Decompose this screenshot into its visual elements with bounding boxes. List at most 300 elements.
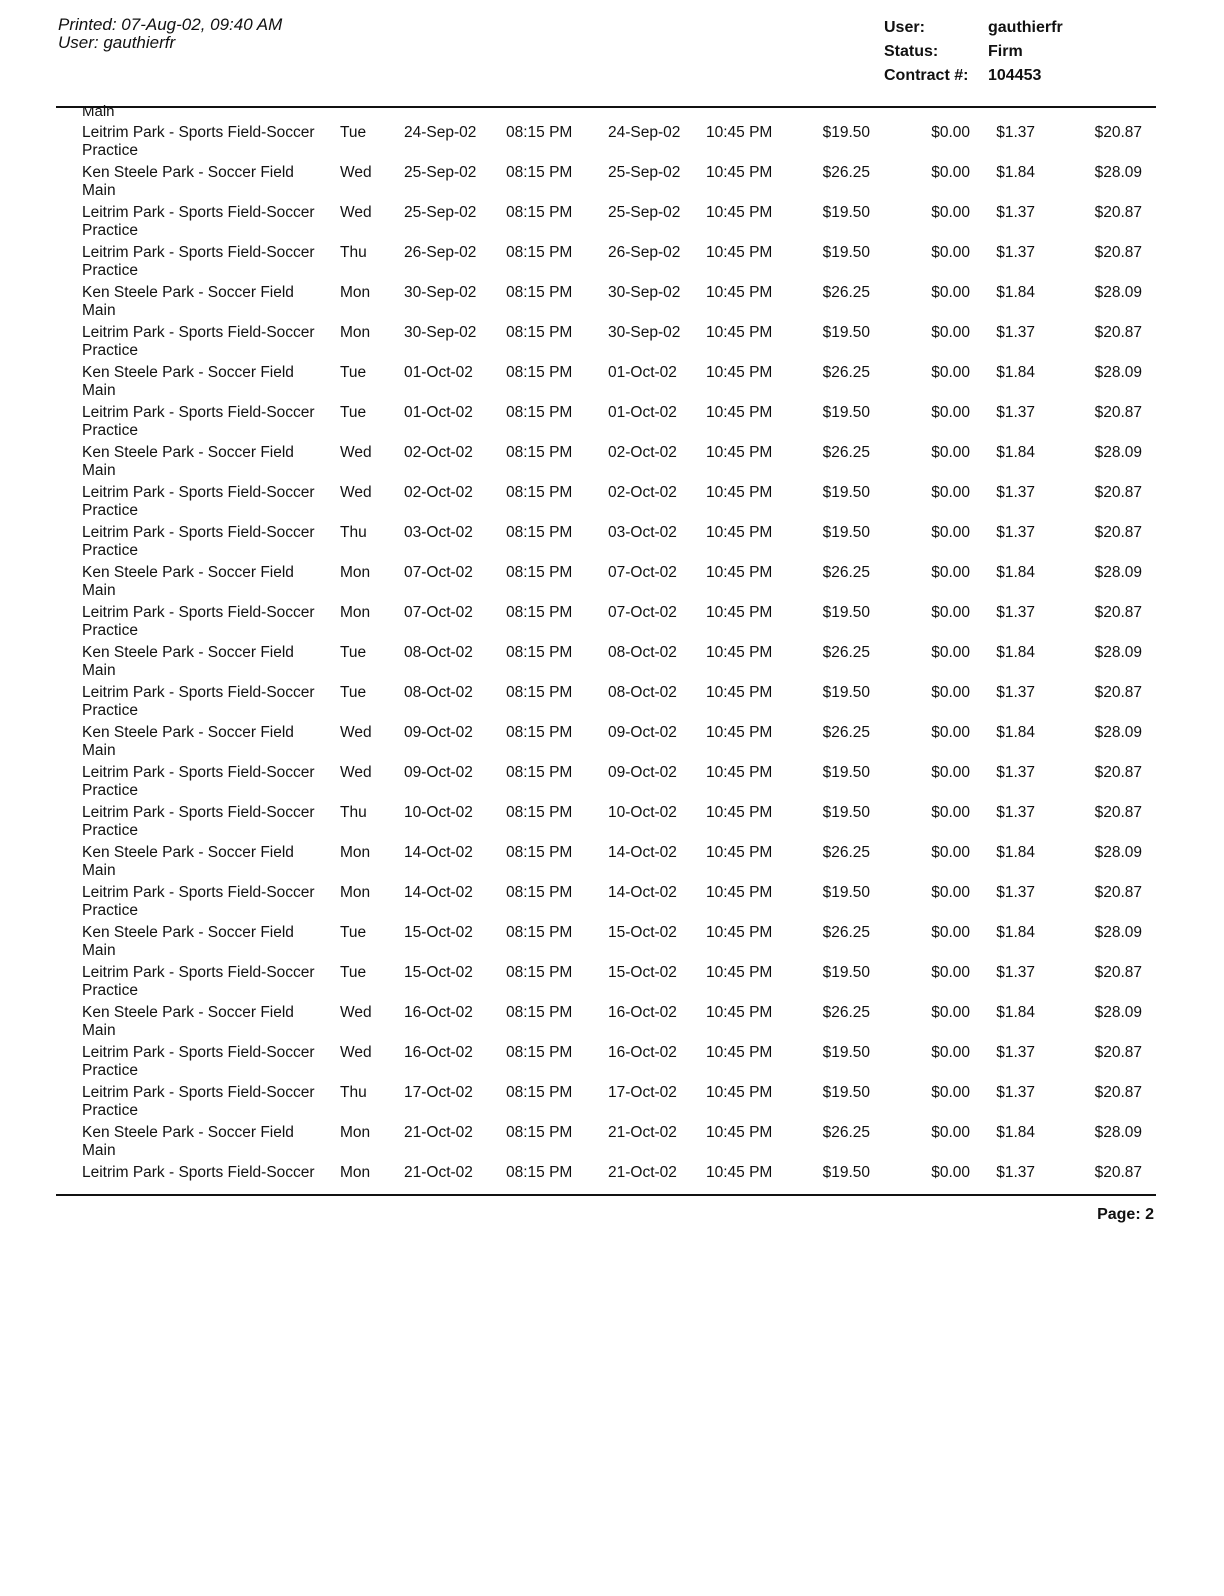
end-time-cell: 10:45 PM [706, 1164, 773, 1181]
table-row [0, 124, 1224, 164]
table-row [0, 1124, 1224, 1164]
tax-cell: $1.37 [996, 324, 1035, 341]
facility-cell: Leitrim Park - Sports Field-Soccer Practice [82, 764, 315, 799]
start-time-cell: 08:15 PM [506, 484, 573, 501]
tax-cell: $1.37 [996, 604, 1035, 621]
tax-cell: $1.37 [996, 1044, 1035, 1061]
start-time-cell: 08:15 PM [506, 1044, 573, 1061]
discount-cell: $0.00 [931, 404, 970, 421]
end-date-cell: 17-Oct-02 [608, 1084, 677, 1101]
tax-cell: $1.37 [996, 524, 1035, 541]
table-row [0, 684, 1224, 724]
end-time-cell: 10:45 PM [706, 1004, 773, 1021]
amount-cell: $19.50 [822, 964, 870, 981]
total-cell: $20.87 [1094, 484, 1142, 501]
discount-cell: $0.00 [931, 204, 970, 221]
discount-cell: $0.00 [931, 724, 970, 741]
discount-cell: $0.00 [931, 964, 970, 981]
amount-cell: $26.25 [822, 164, 870, 181]
total-cell: $28.09 [1094, 724, 1142, 741]
tax-cell: $1.37 [996, 484, 1035, 501]
start-date-cell: 16-Oct-02 [404, 1044, 473, 1061]
start-time-cell: 08:15 PM [506, 324, 573, 341]
contract-label: Contract #: [884, 67, 969, 84]
start-time-cell: 08:15 PM [506, 764, 573, 781]
tax-cell: $1.84 [996, 924, 1035, 941]
end-time-cell: 10:45 PM [706, 404, 773, 421]
printed-user: User: gauthierfr [58, 33, 176, 52]
day-cell: Thu [340, 524, 367, 541]
start-time-cell: 08:15 PM [506, 844, 573, 861]
facility-cell: Leitrim Park - Sports Field-Soccer Practice [82, 404, 315, 439]
tax-cell: $1.37 [996, 404, 1035, 421]
discount-cell: $0.00 [931, 484, 970, 501]
facility-cell: Ken Steele Park - Soccer Field Main [82, 564, 294, 599]
facility-cell: Leitrim Park - Sports Field-Soccer Practice [82, 524, 315, 559]
discount-cell: $0.00 [931, 364, 970, 381]
total-cell: $20.87 [1094, 244, 1142, 261]
table-row [0, 564, 1224, 604]
facility-cell: Ken Steele Park - Soccer Field Main [82, 1124, 294, 1159]
amount-cell: $19.50 [822, 324, 870, 341]
amount-cell: $26.25 [822, 644, 870, 661]
table-row [0, 284, 1224, 324]
total-cell: $28.09 [1094, 164, 1142, 181]
start-time-cell: 08:15 PM [506, 964, 573, 981]
total-cell: $28.09 [1094, 284, 1142, 301]
table-row [0, 844, 1224, 884]
discount-cell: $0.00 [931, 324, 970, 341]
tax-cell: $1.37 [996, 964, 1035, 981]
facility-cell: Leitrim Park - Sports Field-Soccer Practice [82, 244, 315, 279]
facility-cell: Ken Steele Park - Soccer Field Main [82, 644, 294, 679]
tax-cell: $1.84 [996, 644, 1035, 661]
end-date-cell: 14-Oct-02 [608, 884, 677, 901]
table-row [0, 524, 1224, 564]
amount-cell: $26.25 [822, 284, 870, 301]
end-date-cell: 02-Oct-02 [608, 484, 677, 501]
table-row [0, 764, 1224, 804]
contract-row [884, 64, 1063, 88]
end-date-cell: 30-Sep-02 [608, 284, 681, 301]
amount-cell: $19.50 [822, 764, 870, 781]
facility-cell: Ken Steele Park - Soccer Field Main [82, 364, 294, 399]
table-row [0, 884, 1224, 924]
start-time-cell: 08:15 PM [506, 364, 573, 381]
start-date-cell: 02-Oct-02 [404, 484, 473, 501]
tax-cell: $1.84 [996, 284, 1035, 301]
end-time-cell: 10:45 PM [706, 1044, 773, 1061]
discount-cell: $0.00 [931, 1164, 970, 1181]
amount-cell: $26.25 [822, 564, 870, 581]
table-row [0, 404, 1224, 444]
facility-cell: Ken Steele Park - Soccer Field Main [82, 444, 294, 479]
facility-cell: Leitrim Park - Sports Field-Soccer Practice [82, 964, 315, 999]
start-time-cell: 08:15 PM [506, 1004, 573, 1021]
discount-cell: $0.00 [931, 884, 970, 901]
facility-cell: Leitrim Park - Sports Field-Soccer [82, 1164, 315, 1181]
amount-cell: $19.50 [822, 684, 870, 701]
start-time-cell: 08:15 PM [506, 884, 573, 901]
start-time-cell: 08:15 PM [506, 164, 573, 181]
facility-cell: Leitrim Park - Sports Field-Soccer Practice [82, 484, 315, 519]
total-cell: $20.87 [1094, 804, 1142, 821]
end-date-cell: 15-Oct-02 [608, 924, 677, 941]
start-date-cell: 15-Oct-02 [404, 924, 473, 941]
start-date-cell: 16-Oct-02 [404, 1004, 473, 1021]
day-cell: Mon [340, 324, 371, 341]
day-cell: Wed [340, 764, 372, 781]
user-value: gauthierfr [988, 19, 1063, 36]
total-cell: $20.87 [1094, 324, 1142, 341]
end-date-cell: 25-Sep-02 [608, 164, 681, 181]
end-time-cell: 10:45 PM [706, 684, 773, 701]
table-row [0, 244, 1224, 284]
amount-cell: $26.25 [822, 924, 870, 941]
start-date-cell: 07-Oct-02 [404, 564, 473, 581]
end-date-cell: 07-Oct-02 [608, 564, 677, 581]
tax-cell: $1.37 [996, 244, 1035, 261]
contract-info [884, 16, 1063, 88]
end-time-cell: 10:45 PM [706, 804, 773, 821]
table-row [0, 1004, 1224, 1044]
discount-cell: $0.00 [931, 924, 970, 941]
end-time-cell: 10:45 PM [706, 764, 773, 781]
discount-cell: $0.00 [931, 284, 970, 301]
start-date-cell: 14-Oct-02 [404, 844, 473, 861]
total-cell: $20.87 [1094, 604, 1142, 621]
printed-timestamp: Printed: 07-Aug-02, 09:40 AM [58, 15, 283, 34]
top-rule [56, 106, 1156, 108]
day-cell: Tue [340, 924, 367, 941]
table-row [0, 324, 1224, 364]
facility-cell: Leitrim Park - Sports Field-Soccer Practice [82, 1084, 315, 1119]
discount-cell: $0.00 [931, 844, 970, 861]
table-row [0, 724, 1224, 764]
tax-cell: $1.37 [996, 764, 1035, 781]
status-row [884, 40, 1063, 64]
end-time-cell: 10:45 PM [706, 644, 773, 661]
table-row [0, 1084, 1224, 1124]
end-time-cell: 10:45 PM [706, 244, 773, 261]
table-row [0, 1044, 1224, 1084]
day-cell: Wed [340, 724, 372, 741]
discount-cell: $0.00 [931, 564, 970, 581]
amount-cell: $26.25 [822, 1004, 870, 1021]
day-cell: Mon [340, 884, 371, 901]
day-cell: Tue [340, 404, 367, 421]
facility-cell: Leitrim Park - Sports Field-Soccer Practice [82, 124, 315, 159]
end-date-cell: 01-Oct-02 [608, 404, 677, 421]
status-label: Status: [884, 43, 939, 60]
tax-cell: $1.84 [996, 564, 1035, 581]
end-time-cell: 10:45 PM [706, 284, 773, 301]
amount-cell: $19.50 [822, 204, 870, 221]
facility-cell: Ken Steele Park - Soccer Field Main [82, 924, 294, 959]
start-time-cell: 08:15 PM [506, 244, 573, 261]
start-date-cell: 08-Oct-02 [404, 684, 473, 701]
table-row [0, 484, 1224, 524]
tax-cell: $1.37 [996, 804, 1035, 821]
facility-cell: Ken Steele Park - Soccer Field Main [82, 724, 294, 759]
discount-cell: $0.00 [931, 1004, 970, 1021]
discount-cell: $0.00 [931, 684, 970, 701]
start-date-cell: 15-Oct-02 [404, 964, 473, 981]
start-date-cell: 07-Oct-02 [404, 604, 473, 621]
amount-cell: $19.50 [822, 604, 870, 621]
end-date-cell: 03-Oct-02 [608, 524, 677, 541]
day-cell: Tue [340, 124, 367, 141]
end-date-cell: 02-Oct-02 [608, 444, 677, 461]
day-cell: Tue [340, 364, 367, 381]
total-cell: $20.87 [1094, 1084, 1142, 1101]
tax-cell: $1.84 [996, 444, 1035, 461]
day-cell: Wed [340, 444, 372, 461]
end-time-cell: 10:45 PM [706, 204, 773, 221]
discount-cell: $0.00 [931, 644, 970, 661]
end-date-cell: 07-Oct-02 [608, 604, 677, 621]
booking-table [0, 124, 1224, 1204]
day-cell: Mon [340, 844, 371, 861]
start-date-cell: 02-Oct-02 [404, 444, 473, 461]
amount-cell: $26.25 [822, 844, 870, 861]
facility-cell: Leitrim Park - Sports Field-Soccer Practice [82, 884, 315, 919]
day-cell: Mon [340, 1164, 371, 1181]
table-row [0, 924, 1224, 964]
day-cell: Thu [340, 244, 367, 261]
total-cell: $20.87 [1094, 524, 1142, 541]
end-date-cell: 14-Oct-02 [608, 844, 677, 861]
facility-cell: Leitrim Park - Sports Field-Soccer Practice [82, 604, 315, 639]
start-time-cell: 08:15 PM [506, 284, 573, 301]
end-date-cell: 21-Oct-02 [608, 1164, 677, 1181]
start-date-cell: 09-Oct-02 [404, 764, 473, 781]
end-time-cell: 10:45 PM [706, 724, 773, 741]
table-row [0, 964, 1224, 1004]
total-cell: $28.09 [1094, 564, 1142, 581]
start-time-cell: 08:15 PM [506, 1124, 573, 1141]
total-cell: $20.87 [1094, 764, 1142, 781]
discount-cell: $0.00 [931, 524, 970, 541]
end-time-cell: 10:45 PM [706, 124, 773, 141]
table-row [0, 164, 1224, 204]
facility-cell: Leitrim Park - Sports Field-Soccer Practice [82, 324, 315, 359]
bottom-rule [56, 1194, 1156, 1196]
total-cell: $28.09 [1094, 644, 1142, 661]
total-cell: $20.87 [1094, 684, 1142, 701]
start-date-cell: 08-Oct-02 [404, 644, 473, 661]
start-date-cell: 30-Sep-02 [404, 284, 477, 301]
start-time-cell: 08:15 PM [506, 804, 573, 821]
table-row [0, 604, 1224, 644]
discount-cell: $0.00 [931, 1044, 970, 1061]
end-date-cell: 08-Oct-02 [608, 644, 677, 661]
total-cell: $20.87 [1094, 1164, 1142, 1181]
total-cell: $28.09 [1094, 924, 1142, 941]
end-time-cell: 10:45 PM [706, 324, 773, 341]
facility-cell: Leitrim Park - Sports Field-Soccer Practice [82, 804, 315, 839]
day-cell: Thu [340, 1084, 367, 1101]
contract-value: 104453 [988, 67, 1042, 84]
facility-cell: Ken Steele Park - Soccer Field Main [82, 164, 294, 199]
amount-cell: $19.50 [822, 404, 870, 421]
start-time-cell: 08:15 PM [506, 1164, 573, 1181]
day-cell: Wed [340, 1004, 372, 1021]
start-date-cell: 25-Sep-02 [404, 164, 477, 181]
day-cell: Mon [340, 284, 371, 301]
amount-cell: $19.50 [822, 1084, 870, 1101]
end-date-cell: 09-Oct-02 [608, 764, 677, 781]
start-date-cell: 24-Sep-02 [404, 124, 477, 141]
start-time-cell: 08:15 PM [506, 524, 573, 541]
tax-cell: $1.37 [996, 1084, 1035, 1101]
start-time-cell: 08:15 PM [506, 604, 573, 621]
tax-cell: $1.84 [996, 844, 1035, 861]
total-cell: $28.09 [1094, 444, 1142, 461]
tax-cell: $1.37 [996, 884, 1035, 901]
end-date-cell: 16-Oct-02 [608, 1044, 677, 1061]
day-cell: Thu [340, 804, 367, 821]
start-time-cell: 08:15 PM [506, 644, 573, 661]
start-time-cell: 08:15 PM [506, 204, 573, 221]
end-date-cell: 30-Sep-02 [608, 324, 681, 341]
start-time-cell: 08:15 PM [506, 124, 573, 141]
day-cell: Wed [340, 1044, 372, 1061]
start-date-cell: 17-Oct-02 [404, 1084, 473, 1101]
end-date-cell: 08-Oct-02 [608, 684, 677, 701]
amount-cell: $26.25 [822, 364, 870, 381]
tax-cell: $1.84 [996, 1124, 1035, 1141]
print-info [58, 16, 282, 52]
start-date-cell: 01-Oct-02 [404, 404, 473, 421]
total-cell: $28.09 [1094, 1124, 1142, 1141]
status-value: Firm [988, 43, 1023, 60]
start-time-cell: 08:15 PM [506, 684, 573, 701]
day-cell: Wed [340, 484, 372, 501]
table-row [0, 364, 1224, 404]
start-date-cell: 21-Oct-02 [404, 1164, 473, 1181]
end-time-cell: 10:45 PM [706, 964, 773, 981]
end-date-cell: 25-Sep-02 [608, 204, 681, 221]
table-row [0, 644, 1224, 684]
end-time-cell: 10:45 PM [706, 524, 773, 541]
end-date-cell: 24-Sep-02 [608, 124, 681, 141]
start-date-cell: 10-Oct-02 [404, 804, 473, 821]
start-time-cell: 08:15 PM [506, 404, 573, 421]
total-cell: $28.09 [1094, 364, 1142, 381]
tax-cell: $1.84 [996, 364, 1035, 381]
day-cell: Tue [340, 964, 367, 981]
end-time-cell: 10:45 PM [706, 484, 773, 501]
table-row [0, 204, 1224, 244]
end-date-cell: 26-Sep-02 [608, 244, 681, 261]
table-row [0, 444, 1224, 484]
end-time-cell: 10:45 PM [706, 844, 773, 861]
discount-cell: $0.00 [931, 1124, 970, 1141]
end-time-cell: 10:45 PM [706, 364, 773, 381]
total-cell: $20.87 [1094, 404, 1142, 421]
day-cell: Mon [340, 604, 371, 621]
discount-cell: $0.00 [931, 604, 970, 621]
start-time-cell: 08:15 PM [506, 724, 573, 741]
start-date-cell: 30-Sep-02 [404, 324, 477, 341]
start-date-cell: 21-Oct-02 [404, 1124, 473, 1141]
end-time-cell: 10:45 PM [706, 924, 773, 941]
table-row [0, 804, 1224, 844]
facility-cell: Ken Steele Park - Soccer Field Main [82, 844, 294, 879]
amount-cell: $26.25 [822, 724, 870, 741]
amount-cell: $19.50 [822, 524, 870, 541]
discount-cell: $0.00 [931, 244, 970, 261]
tax-cell: $1.84 [996, 164, 1035, 181]
facility-cell: Ken Steele Park - Soccer Field Main [82, 284, 294, 319]
end-time-cell: 10:45 PM [706, 164, 773, 181]
amount-cell: $19.50 [822, 1164, 870, 1181]
end-date-cell: 21-Oct-02 [608, 1124, 677, 1141]
total-cell: $28.09 [1094, 844, 1142, 861]
end-date-cell: 10-Oct-02 [608, 804, 677, 821]
end-time-cell: 10:45 PM [706, 1084, 773, 1101]
discount-cell: $0.00 [931, 164, 970, 181]
discount-cell: $0.00 [931, 124, 970, 141]
start-date-cell: 25-Sep-02 [404, 204, 477, 221]
amount-cell: $19.50 [822, 1044, 870, 1061]
day-cell: Tue [340, 684, 367, 701]
facility-cell: Leitrim Park - Sports Field-Soccer Practice [82, 1044, 315, 1079]
start-date-cell: 26-Sep-02 [404, 244, 477, 261]
start-date-cell: 03-Oct-02 [404, 524, 473, 541]
facility-cell: Leitrim Park - Sports Field-Soccer Practice [82, 204, 315, 239]
amount-cell: $26.25 [822, 444, 870, 461]
end-date-cell: 15-Oct-02 [608, 964, 677, 981]
continued-line: Main [82, 103, 115, 120]
tax-cell: $1.37 [996, 1164, 1035, 1181]
table-row [0, 1164, 1224, 1204]
day-cell: Mon [340, 564, 371, 581]
end-date-cell: 16-Oct-02 [608, 1004, 677, 1021]
start-time-cell: 08:15 PM [506, 444, 573, 461]
total-cell: $20.87 [1094, 964, 1142, 981]
tax-cell: $1.37 [996, 124, 1035, 141]
end-time-cell: 10:45 PM [706, 884, 773, 901]
tax-cell: $1.37 [996, 204, 1035, 221]
day-cell: Mon [340, 1124, 371, 1141]
end-time-cell: 10:45 PM [706, 444, 773, 461]
start-date-cell: 14-Oct-02 [404, 884, 473, 901]
start-time-cell: 08:15 PM [506, 564, 573, 581]
end-date-cell: 01-Oct-02 [608, 364, 677, 381]
tax-cell: $1.37 [996, 684, 1035, 701]
total-cell: $28.09 [1094, 1004, 1142, 1021]
start-date-cell: 09-Oct-02 [404, 724, 473, 741]
amount-cell: $19.50 [822, 804, 870, 821]
start-time-cell: 08:15 PM [506, 1084, 573, 1101]
facility-cell: Leitrim Park - Sports Field-Soccer Practice [82, 684, 315, 719]
total-cell: $20.87 [1094, 1044, 1142, 1061]
end-time-cell: 10:45 PM [706, 604, 773, 621]
day-cell: Tue [340, 644, 367, 661]
end-time-cell: 10:45 PM [706, 564, 773, 581]
amount-cell: $19.50 [822, 484, 870, 501]
total-cell: $20.87 [1094, 124, 1142, 141]
total-cell: $20.87 [1094, 204, 1142, 221]
discount-cell: $0.00 [931, 804, 970, 821]
page-number: Page: 2 [1097, 1206, 1154, 1223]
user-row [884, 16, 1063, 40]
total-cell: $20.87 [1094, 884, 1142, 901]
amount-cell: $19.50 [822, 124, 870, 141]
amount-cell: $19.50 [822, 884, 870, 901]
